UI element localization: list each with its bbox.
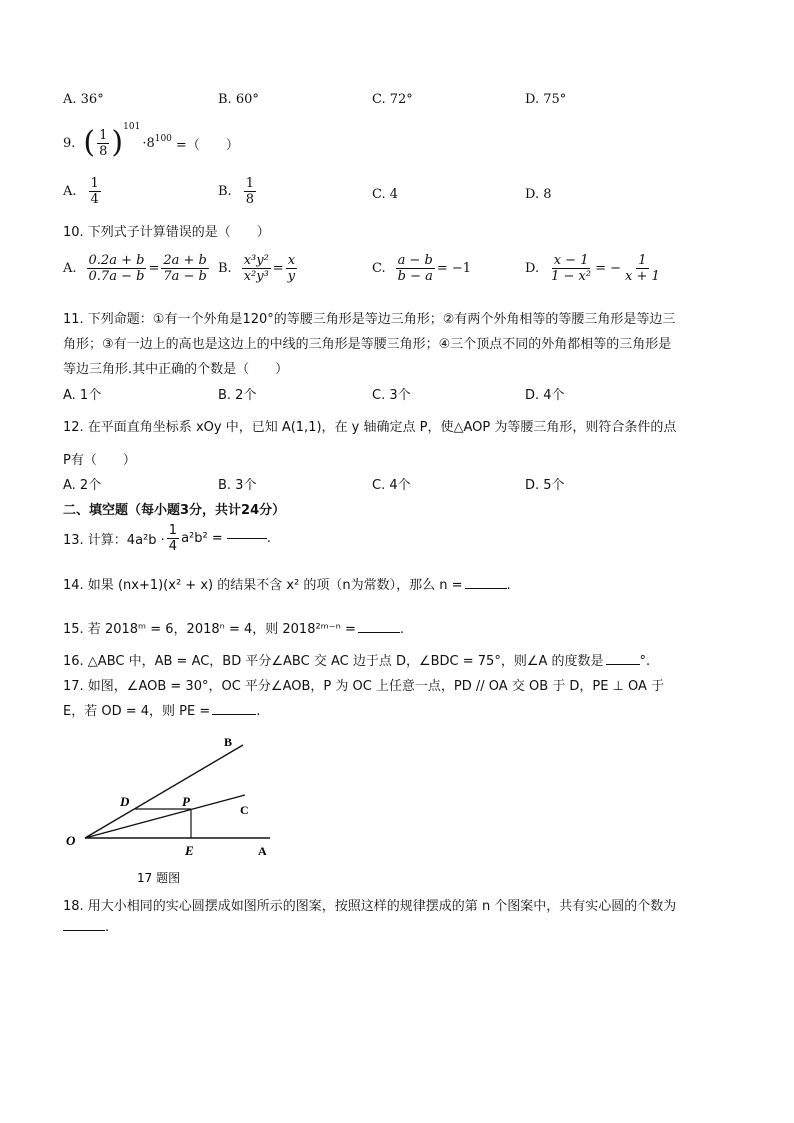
q9-base-2: 8 bbox=[146, 135, 155, 151]
section-heading: 二、填空题（每小题3分，共计24分） bbox=[63, 503, 286, 518]
q9-number: 9. bbox=[63, 135, 76, 151]
q12-option-b: B. 3个 bbox=[218, 478, 257, 493]
q12-line-2: P有（ ） bbox=[63, 453, 136, 468]
label-e: E bbox=[185, 843, 194, 858]
question-9: 9. ( $\frac{1}{8}$ ) 101 · 8 100 =（ ） bbox=[63, 122, 239, 160]
q12-option-d: D. 5个 bbox=[525, 478, 565, 493]
ray-ob bbox=[85, 745, 243, 838]
q18-answer-blank[interactable] bbox=[63, 930, 105, 931]
q13-answer-blank[interactable] bbox=[227, 538, 267, 539]
q8-option-d: D. 75° bbox=[525, 92, 567, 107]
label-c: C bbox=[240, 803, 249, 817]
q12-option-c: C. 4个 bbox=[372, 478, 411, 493]
q17-answer-blank[interactable] bbox=[212, 714, 256, 715]
q11-option-a: A. 1个 bbox=[63, 388, 102, 403]
ray-oc bbox=[85, 795, 245, 838]
q9-exponent-2: 100 bbox=[154, 134, 172, 144]
q11-line-3: 等边三角形.其中正确的个数是（ ） bbox=[63, 362, 289, 377]
q10-option-c: C. $\frac{a - b}{b - a}$ = −1 bbox=[372, 253, 472, 284]
q8-option-a: A. 36° bbox=[63, 92, 104, 107]
q9-base-fraction: $\frac{1}{8}$ bbox=[99, 127, 108, 159]
q8-option-c: C. 72° bbox=[372, 92, 413, 107]
geometry-figure bbox=[60, 728, 290, 888]
q10-option-d: D. $\frac{x - 1}{\text{1 − x²}}$ = − $\frac{1}{x + 1}$ bbox=[525, 253, 660, 284]
q10-option-a: A. $\frac{0.2a + b}{0.7a - b}$ = $\frac{2a + b}{7a - b}$ bbox=[63, 253, 207, 284]
label-b: B bbox=[224, 735, 233, 749]
q12-option-a: A. 2个 bbox=[63, 478, 102, 493]
q12-line-1: 12. 在平面直角坐标系 xOy 中，已知 A(1,1)，在 y 轴确定点 P，使△AOP 为等腰三角形，则符合条件的点 bbox=[63, 420, 677, 435]
q9-option-b: B. $\frac{1}{8}$ bbox=[218, 176, 254, 207]
q9-option-d: D. 8 bbox=[525, 187, 552, 202]
label-a: A bbox=[258, 844, 267, 858]
q18-line-1: 18. 用大小相同的实心圆摆成如图所示的图案，按照这样的规律摆成的第 n 个图案中，共有实心圆的个数为 bbox=[63, 899, 677, 914]
question-16: 16. △ABC 中，AB = AC，BD 平分∠ABC 交 AC 边于点 D，∠BDC = 75°，则∠A 的度数是 °. bbox=[63, 654, 651, 669]
q17-line-2: E，若 OD = 4，则 PE = . bbox=[63, 704, 261, 719]
q9-exponent-1: 101 bbox=[123, 122, 141, 132]
q15-answer-blank[interactable] bbox=[358, 632, 400, 633]
q18-line-2: . bbox=[63, 920, 109, 935]
q8-option-b: B. 60° bbox=[218, 92, 259, 107]
q9-option-c: C. 4 bbox=[372, 187, 399, 202]
figure-caption: 17 题图 bbox=[137, 871, 181, 885]
q10-option-b: B. $\frac{\text{x³y²}}{\text{x²y³}}$ = $\frac{x}{y}$ bbox=[218, 253, 296, 284]
q16-answer-blank[interactable] bbox=[606, 664, 640, 665]
q11-line-2: 角形；③有一边上的高也是这边上的中线的三角形是等腰三角形；④三个顶点不同的外角都相等的三角形是 bbox=[63, 337, 672, 352]
q17-line-1: 17. 如图，∠AOB = 30°，OC 平分∠AOB，P 为 OC 上任意一点，PD // OA 交 OB 于 D，PE ⊥ OA 于 bbox=[63, 679, 665, 694]
question-14: 14. 如果 (nx+1)(x² + x) 的结果不含 x² 的项（n为常数），那么 n = . bbox=[63, 578, 511, 593]
question-15: 15. 若 2018ᵐ = 6，2018ⁿ = 4，则 2018²ᵐ⁻ⁿ = . bbox=[63, 622, 404, 637]
label-d: D bbox=[120, 794, 130, 809]
q10-stem: 10. 下列式子计算错误的是（ ） bbox=[63, 225, 270, 240]
label-p: P bbox=[182, 794, 190, 809]
q14-answer-blank[interactable] bbox=[465, 588, 507, 589]
q11-option-c: C. 3个 bbox=[372, 388, 411, 403]
q11-option-b: B. 2个 bbox=[218, 388, 257, 403]
question-13: 13. 计算：4a²b · $\frac{1}{4}$ a²b² = . bbox=[63, 523, 271, 554]
q9-option-a: A. $\frac{1}{4}$ bbox=[63, 176, 99, 207]
q11-option-d: D. 4个 bbox=[525, 388, 565, 403]
q9-tail: =（ ） bbox=[175, 137, 239, 153]
label-o: O bbox=[66, 833, 76, 848]
q11-line-1: 11. 下列命题：①有一个外角是120°的等腰三角形是等边三角形；②有两个外角相等的等腰三角形是等边三 bbox=[63, 312, 676, 327]
